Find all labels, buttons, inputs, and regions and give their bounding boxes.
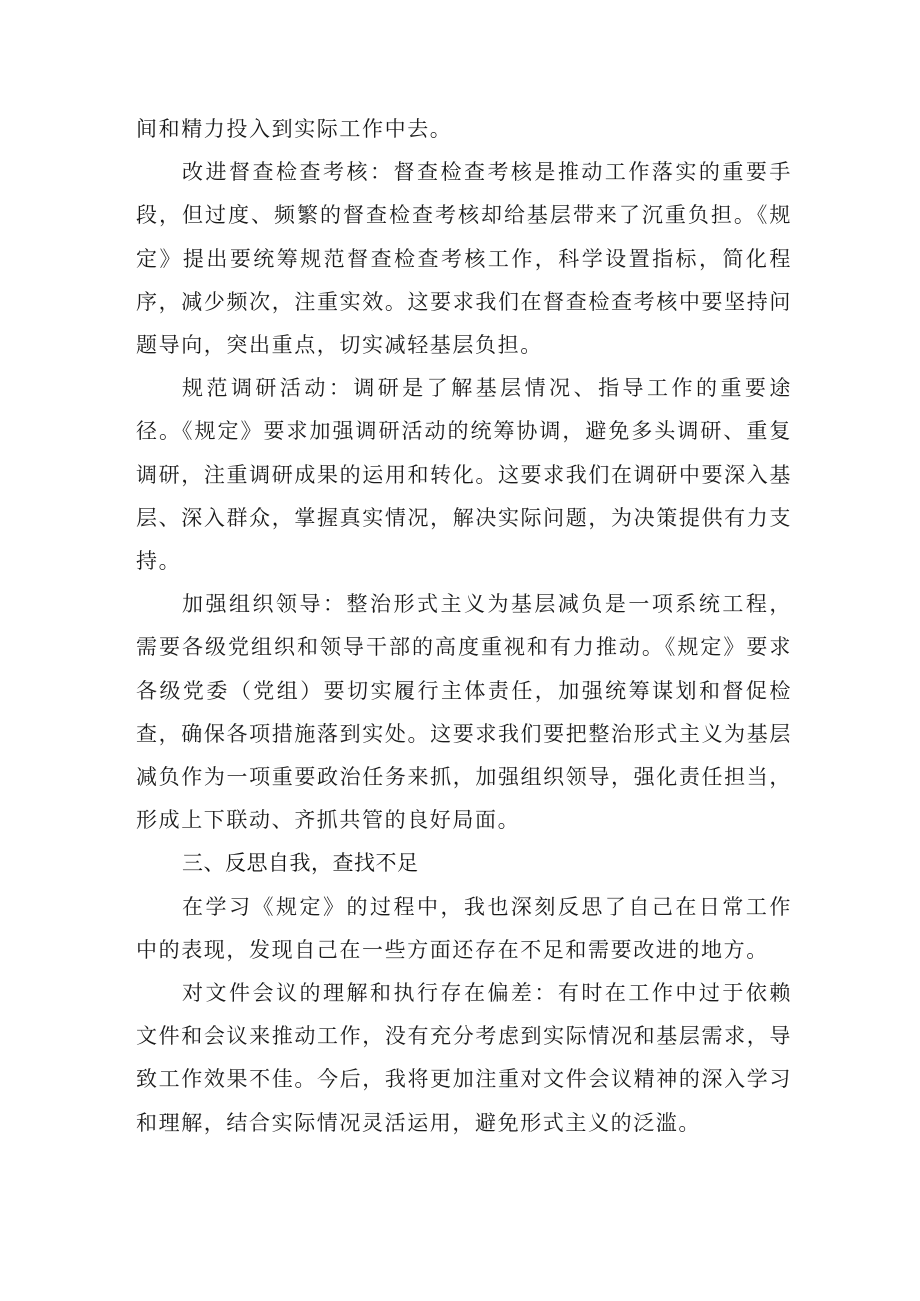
paragraph-organizational-leadership: 加强组织领导：整治形式主义为基层减负是一项系统工程，需要各级党组织和领导干部的高度重视和有力推动。《规定》要求各级党委（党组）要切实履行主体责任，加强统筹谋划和督促检查，确保各项措施落到实处。这要求我们要把整治形式主义为基层减负作为一项重要政治任务来抓，加强组织领导，强化责任担当，形成上下联动、齐抓共管的良好局面。 [136,592,792,833]
paragraph-research-activities: 规范调研活动：调研是了解基层情况、指导工作的重要途径。《规定》要求加强调研活动的统筹协调，避免多头调研、重复调研，注重调研成果的运用和转化。这要求我们在调研中要深入基层、深入群众，掌握真实情况，解决实际问题，为决策提供有力支持。 [136,376,792,574]
paragraph-documents-meetings: 对文件会议的理解和执行存在偏差：有时在工作中过于依赖文件和会议来推动工作，没有充分考虑到实际情况和基层需求，导致工作效果不佳。今后，我将更加注重对文件会议精神的深入学习和理解，结合实际情况灵活运用，避免形式主义的泛滥。 [136,981,792,1135]
section-heading: 三、反思自我，查找不足 [182,851,419,876]
paragraph-inspection-reform: 改进督查检查考核：督查检查考核是推动工作落实的重要手段，但过度、频繁的督查检查考核却给基层带来了沉重负担。《规定》提出要统筹规范督查检查考核工作，科学设置指标，简化程序，减少频次，注重实效。这要求我们在督查检查考核中要坚持问题导向，突出重点，切实减轻基层负担。 [136,160,792,358]
document-body [136,108,792,1145]
paragraph-continuation: 间和精力投入到实际工作中去。 [136,117,453,141]
paragraph-self-reflection: 在学习《规定》的过程中，我也深刻反思了自己在日常工作中的表现，发现自己在一些方面还存在不足和需要改进的地方。 [136,894,792,962]
